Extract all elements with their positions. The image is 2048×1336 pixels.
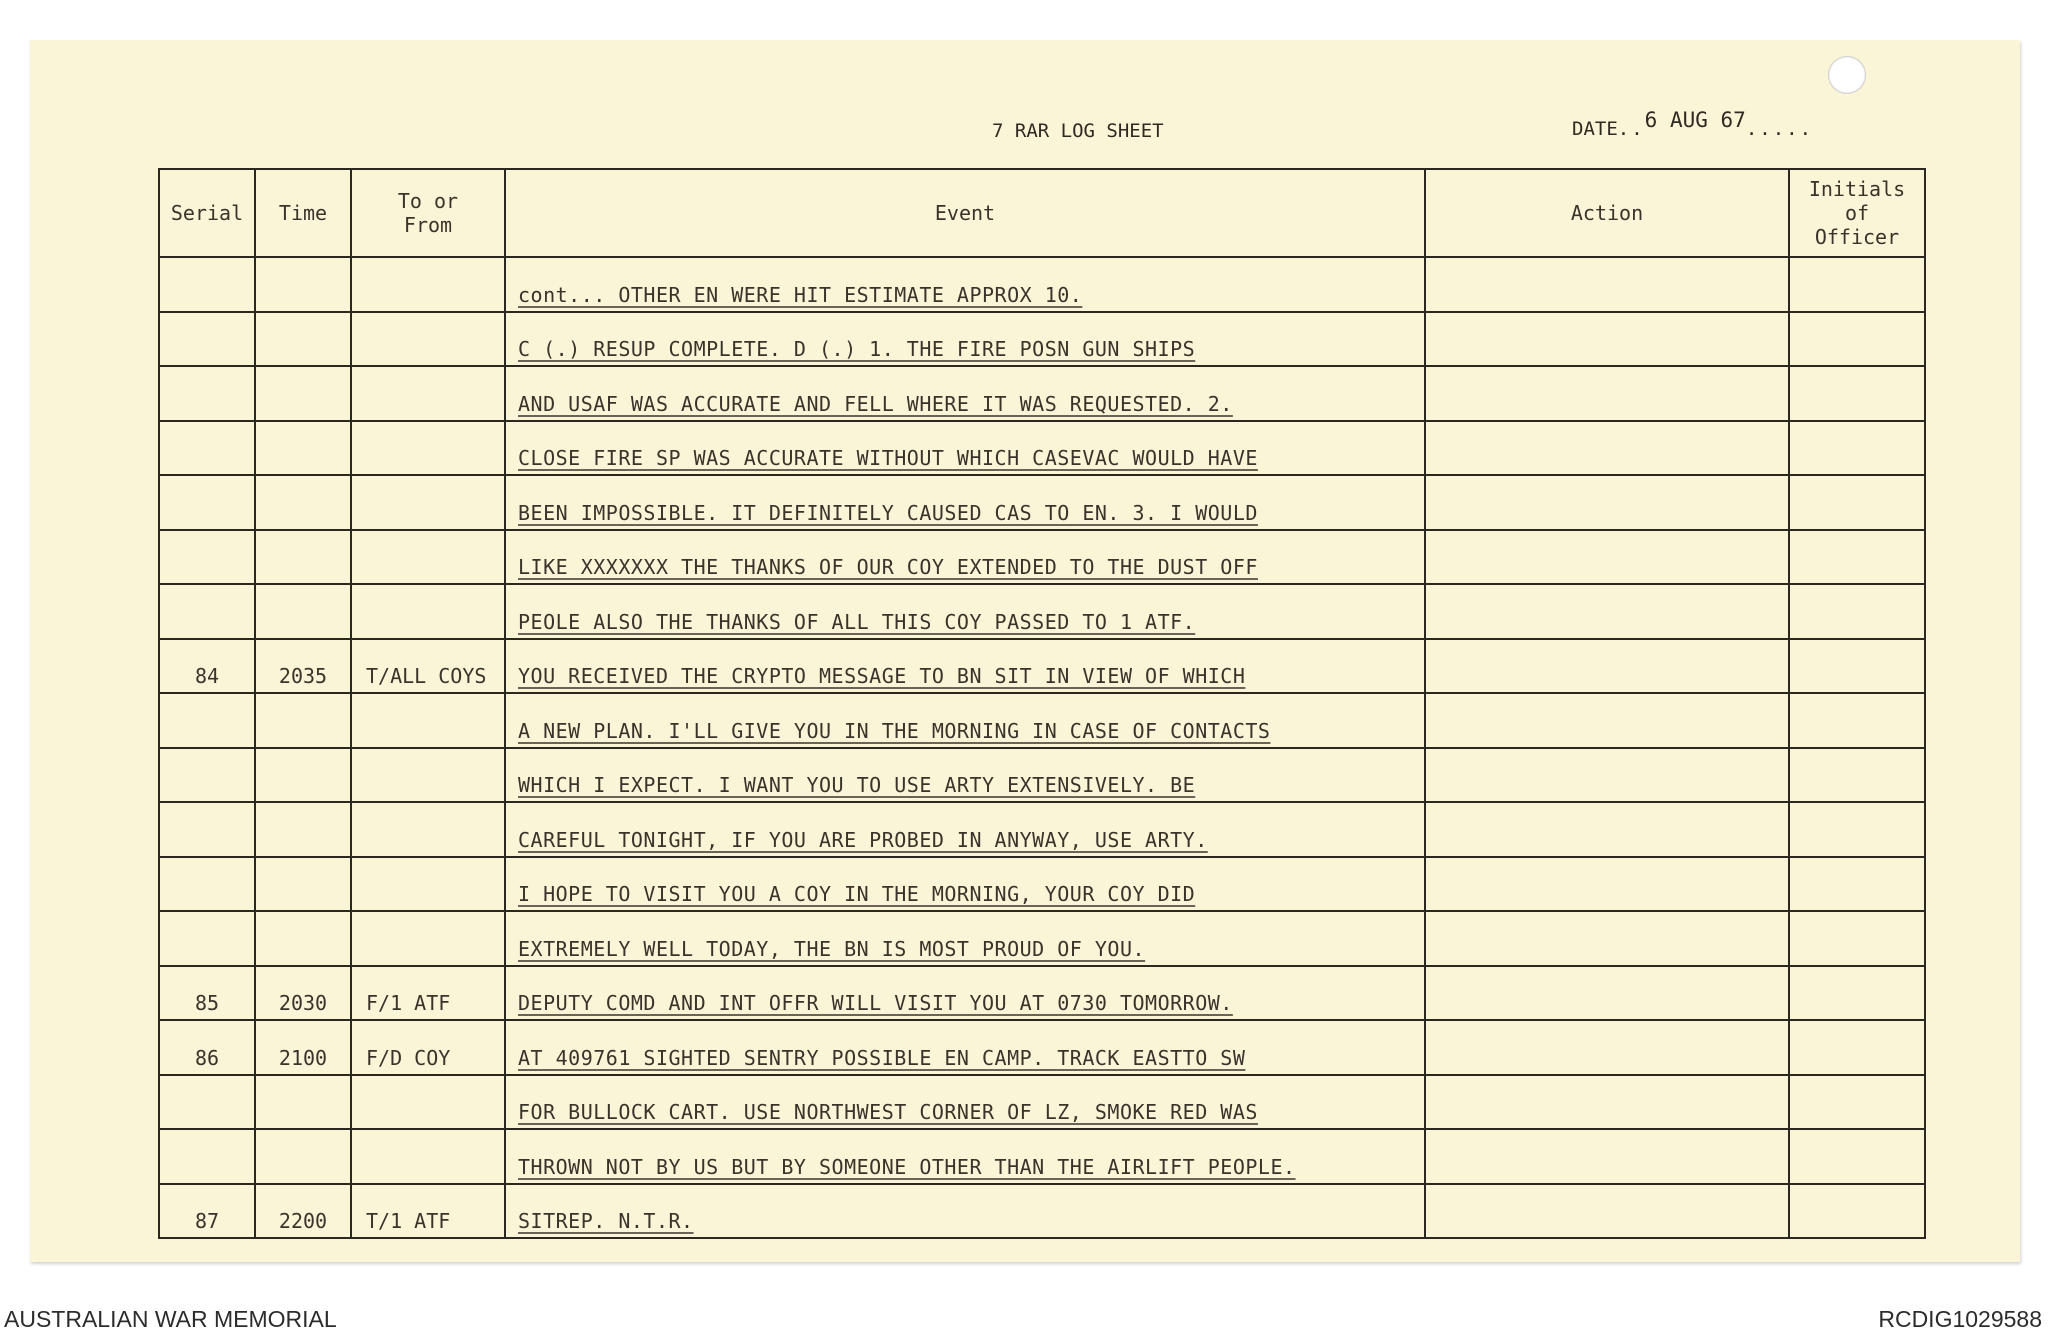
cell-initials: [1789, 1129, 1925, 1184]
cell-initials: [1789, 1020, 1925, 1075]
table-row: [159, 257, 1925, 312]
column-header-initials: [1789, 169, 1925, 257]
cell-initials: [1789, 1075, 1925, 1130]
table-row: [159, 857, 1925, 912]
cell-serial: [159, 366, 255, 421]
cell-to-from: [351, 421, 505, 476]
cell-serial: [159, 312, 255, 367]
cell-serial: [159, 421, 255, 476]
cell-event: AT 409761 SIGHTED SENTRY POSSIBLE EN CAMP. TRACK EASTTO SW: [505, 1020, 1425, 1075]
cell-event: DEPUTY COMD AND INT OFFR WILL VISIT YOU AT 0730 TOMORROW.: [505, 966, 1425, 1021]
cell-serial: [159, 530, 255, 585]
table-row: [159, 1184, 1925, 1239]
cell-time: [255, 312, 351, 367]
cell-initials: [1789, 748, 1925, 803]
cell-initials: [1789, 312, 1925, 367]
cell-serial: [159, 748, 255, 803]
table-row: [159, 748, 1925, 803]
cell-action: [1425, 1184, 1789, 1239]
punch-hole: [1828, 56, 1866, 94]
cell-time: [255, 748, 351, 803]
table-row: [159, 911, 1925, 966]
cell-initials: [1789, 584, 1925, 639]
cell-serial: [159, 257, 255, 312]
cell-serial: [159, 475, 255, 530]
cell-to-from: [351, 312, 505, 367]
cell-event: CLOSE FIRE SP WAS ACCURATE WITHOUT WHICH CASEVAC WOULD HAVE: [505, 421, 1425, 476]
cell-event: EXTREMELY WELL TODAY, THE BN IS MOST PROUD OF YOU.: [505, 911, 1425, 966]
cell-serial: 86: [159, 1020, 255, 1075]
table-row: [159, 639, 1925, 694]
cell-event: THROWN NOT BY US BUT BY SOMEONE OTHER THAN THE AIRLIFT PEOPLE.: [505, 1129, 1425, 1184]
cell-to-from: [351, 584, 505, 639]
log-table: [158, 168, 1926, 1239]
cell-time: [255, 857, 351, 912]
cell-action: [1425, 1075, 1789, 1130]
column-header-initials-line: Officer: [1814, 225, 1900, 249]
cell-time: [255, 530, 351, 585]
document-title: 7 RAR LOG SHEET: [992, 120, 1164, 142]
cell-event: CAREFUL TONIGHT, IF YOU ARE PROBED IN ANYWAY, USE ARTY.: [505, 802, 1425, 857]
cell-action: [1425, 693, 1789, 748]
cell-to-from: [351, 530, 505, 585]
column-header-initials-line: Initials: [1808, 177, 1906, 201]
cell-action: [1425, 857, 1789, 912]
cell-serial: 84: [159, 639, 255, 694]
column-header-initials-line: of: [1844, 201, 1870, 225]
table-row: [159, 693, 1925, 748]
cell-time: [255, 693, 351, 748]
cell-action: [1425, 584, 1789, 639]
cell-initials: [1789, 966, 1925, 1021]
cell-time: [255, 1075, 351, 1130]
cell-initials: [1789, 257, 1925, 312]
table-row: [159, 584, 1925, 639]
cell-time: [255, 475, 351, 530]
cell-event: A NEW PLAN. I'LL GIVE YOU IN THE MORNING IN CASE OF CONTACTS: [505, 693, 1425, 748]
cell-event: SITREP. N.T.R.: [505, 1184, 1425, 1239]
date-leader-dots: ..: [1617, 118, 1645, 140]
cell-action: [1425, 312, 1789, 367]
cell-to-from: [351, 802, 505, 857]
column-header-to-or-from-line: To or: [397, 189, 459, 213]
cell-action: [1425, 421, 1789, 476]
cell-event: I HOPE TO VISIT YOU A COY IN THE MORNING, YOUR COY DID: [505, 857, 1425, 912]
cell-action: [1425, 1020, 1789, 1075]
column-header-action: Action: [1425, 169, 1789, 257]
table-row: [159, 1129, 1925, 1184]
cell-to-from: [351, 475, 505, 530]
cell-time: 2030: [255, 966, 351, 1021]
cell-event: AND USAF WAS ACCURATE AND FELL WHERE IT WAS REQUESTED. 2.: [505, 366, 1425, 421]
cell-to-from: [351, 366, 505, 421]
cell-serial: [159, 857, 255, 912]
table-row: [159, 966, 1925, 1021]
cell-action: [1425, 639, 1789, 694]
cell-time: [255, 584, 351, 639]
cell-time: [255, 1129, 351, 1184]
cell-initials: [1789, 1184, 1925, 1239]
cell-initials: [1789, 475, 1925, 530]
cell-event: C (.) RESUP COMPLETE. D (.) 1. THE FIRE POSN GUN SHIPS: [505, 312, 1425, 367]
cell-initials: [1789, 421, 1925, 476]
cell-action: [1425, 475, 1789, 530]
date-trailing-dots: .....: [1745, 118, 1814, 140]
cell-event: cont... OTHER EN WERE HIT ESTIMATE APPROX 10.: [505, 257, 1425, 312]
cell-to-from: T/ALL COYS: [351, 639, 505, 694]
table-row: [159, 1075, 1925, 1130]
cell-event: FOR BULLOCK CART. USE NORTHWEST CORNER OF LZ, SMOKE RED WAS: [505, 1075, 1425, 1130]
cell-to-from: [351, 1129, 505, 1184]
table-row: [159, 366, 1925, 421]
cell-time: 2100: [255, 1020, 351, 1075]
cell-to-from: [351, 1075, 505, 1130]
cell-event: LIKE XXXXXXX THE THANKS OF OUR COY EXTENDED TO THE DUST OFF: [505, 530, 1425, 585]
cell-event: WHICH I EXPECT. I WANT YOU TO USE ARTY EXTENSIVELY. BE: [505, 748, 1425, 803]
cell-initials: [1789, 366, 1925, 421]
cell-serial: 85: [159, 966, 255, 1021]
date-value: 6 AUG 67: [1644, 108, 1746, 132]
cell-initials: [1789, 911, 1925, 966]
cell-initials: [1789, 802, 1925, 857]
date-label: DATE: [1572, 118, 1618, 140]
cell-serial: [159, 911, 255, 966]
cell-to-from: [351, 911, 505, 966]
cell-action: [1425, 966, 1789, 1021]
cell-action: [1425, 257, 1789, 312]
cell-action: [1425, 1129, 1789, 1184]
cell-action: [1425, 911, 1789, 966]
table-row: [159, 312, 1925, 367]
cell-event: YOU RECEIVED THE CRYPTO MESSAGE TO BN SIT IN VIEW OF WHICH: [505, 639, 1425, 694]
cell-action: [1425, 530, 1789, 585]
cell-action: [1425, 366, 1789, 421]
cell-serial: [159, 584, 255, 639]
log-table-body: [159, 257, 1925, 1238]
cell-to-from: [351, 857, 505, 912]
archive-credit: AUSTRALIAN WAR MEMORIAL: [4, 1306, 337, 1332]
column-header-time: Time: [255, 169, 351, 257]
date-field: [1572, 108, 1814, 140]
cell-to-from: [351, 257, 505, 312]
table-row: [159, 802, 1925, 857]
cell-action: [1425, 748, 1789, 803]
cell-event: BEEN IMPOSSIBLE. IT DEFINITELY CAUSED CAS TO EN. 3. I WOULD: [505, 475, 1425, 530]
cell-to-from: [351, 748, 505, 803]
column-header-event: Event: [505, 169, 1425, 257]
archive-id: RCDIG1029588: [1878, 1306, 2042, 1332]
cell-time: [255, 257, 351, 312]
cell-serial: [159, 693, 255, 748]
cell-time: [255, 802, 351, 857]
cell-to-from: T/1 ATF: [351, 1184, 505, 1239]
cell-initials: [1789, 639, 1925, 694]
cell-serial: [159, 802, 255, 857]
column-header-to-or-from-line: From: [403, 213, 453, 237]
cell-time: 2200: [255, 1184, 351, 1239]
table-row: [159, 530, 1925, 585]
table-row: [159, 475, 1925, 530]
cell-serial: [159, 1129, 255, 1184]
cell-serial: 87: [159, 1184, 255, 1239]
cell-initials: [1789, 857, 1925, 912]
table-row: [159, 1020, 1925, 1075]
cell-to-from: F/D COY: [351, 1020, 505, 1075]
cell-time: [255, 911, 351, 966]
table-row: [159, 421, 1925, 476]
cell-to-from: F/1 ATF: [351, 966, 505, 1021]
cell-time: 2035: [255, 639, 351, 694]
column-header-to-or-from: [351, 169, 505, 257]
cell-event: PEOLE ALSO THE THANKS OF ALL THIS COY PASSED TO 1 ATF.: [505, 584, 1425, 639]
column-header-serial: Serial: [159, 169, 255, 257]
cell-initials: [1789, 693, 1925, 748]
cell-action: [1425, 802, 1789, 857]
log-table-header-row: [159, 169, 1925, 257]
cell-time: [255, 366, 351, 421]
cell-initials: [1789, 530, 1925, 585]
cell-serial: [159, 1075, 255, 1130]
cell-to-from: [351, 693, 505, 748]
cell-time: [255, 421, 351, 476]
